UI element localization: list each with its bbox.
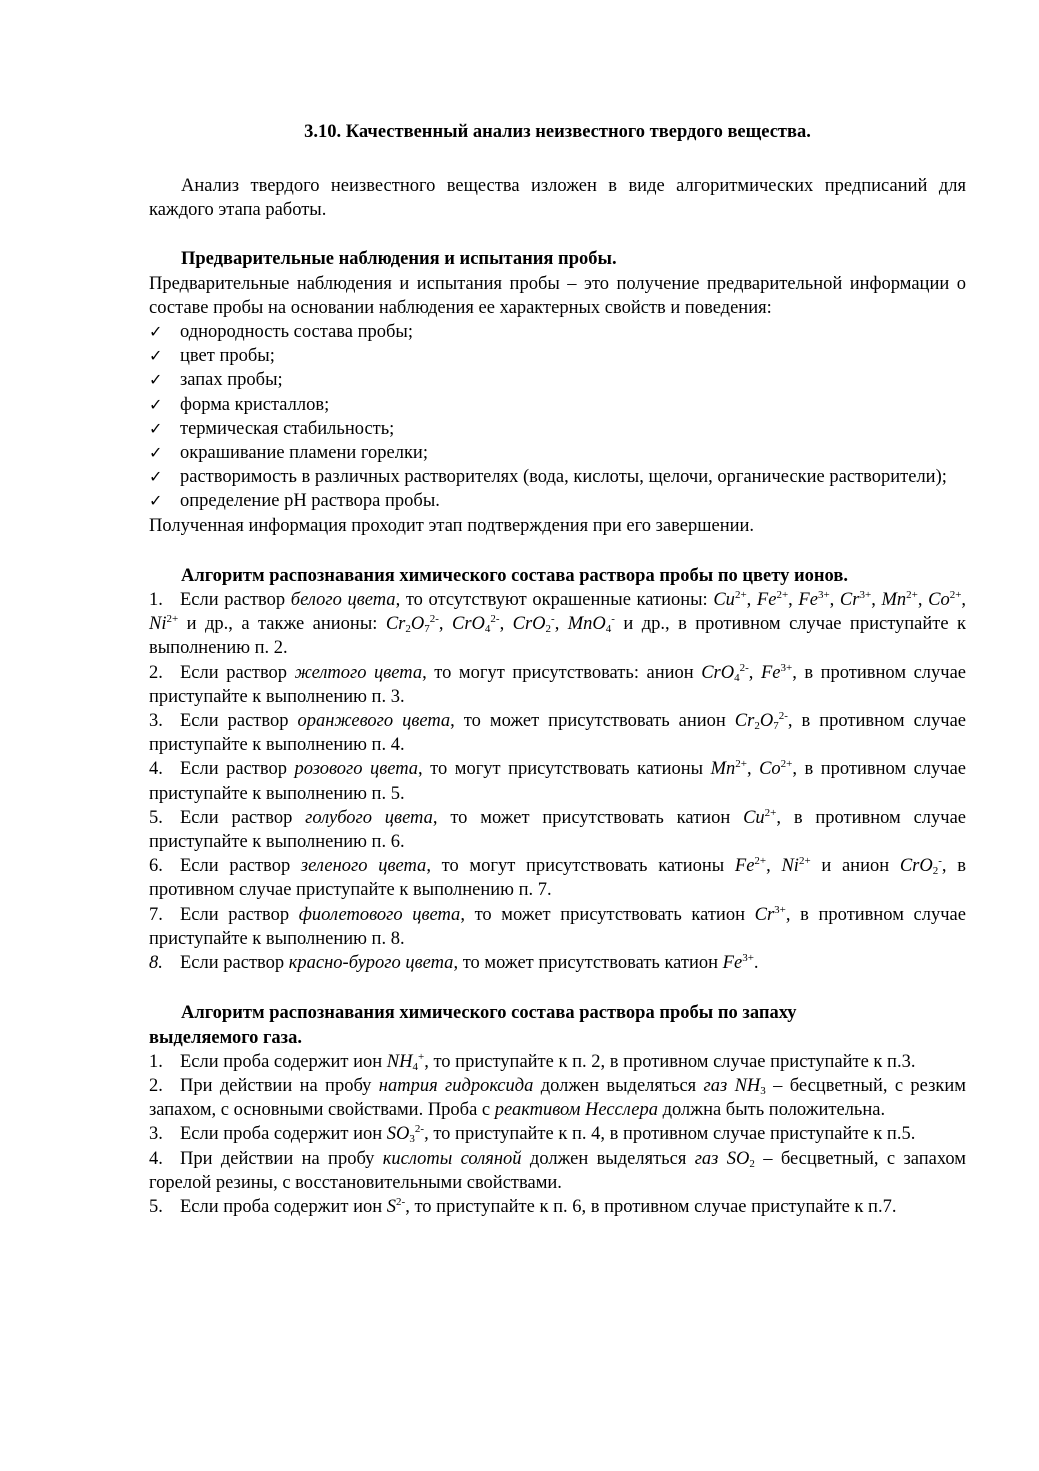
section-preliminary-text: Предварительные наблюдения и испытания пробы – это получение предварительной информации о составе пробы на основании наблюдения ее характерных свойств и поведения:: [149, 273, 966, 318]
list-item: ✓ термическая стабильность;: [149, 417, 966, 441]
algorithm-step: 2. Если раствор желтого цвета, то могут присутствовать: анион CrO$_4^{2-}$, $Fe^{3+}$, в противном случае приступайте к выполнению п. 3.: [149, 661, 966, 707]
list-item: ✓ однородность состава пробы;: [149, 320, 966, 344]
algorithm-step: 4. При действии на пробу кислоты соляной должен выделяться газ $SO_2$ – бесцветный, с запахом горелой резины, с восстановительными свойствами.: [149, 1148, 967, 1193]
section-heading-smell-algorithm-cont: выделяемого газа.: [149, 1027, 302, 1048]
algorithm-step: 4. Если раствор розового цвета, то могут присутствовать катионы $Mn^{2+}$, $Co^{2+}$, в противном случае приступайте к выполнению п. 5.: [149, 758, 966, 804]
page-title: 3.10. Качественный анализ неизвестного твердого вещества.: [304, 122, 811, 142]
algorithm-step: 3. Если раствор оранжевого цвета, то может присутствовать анион $Cr_2O_7^{2-}$, в противном случае приступайте к выполнению п. 4.: [149, 710, 966, 756]
document-page: [149, 120, 966, 1219]
algorithm-step: 2. При действии на пробу натрия гидроксида должен выделяться газ $NH_3$ – бесцветный, с резким запахом, с основными свойствами. Проба с реактивом Несслера должна быть положительна.: [149, 1075, 966, 1121]
check-icon: ✓: [149, 370, 163, 390]
list-item: ✓ определение pH раствора пробы.: [149, 489, 966, 513]
algorithm-step: 3. Если проба содержит ион $SO_3^{2-}$, то приступайте к п. 4, в противном случае приступайте к п.5.: [149, 1123, 916, 1146]
check-icon: ✓: [149, 467, 163, 487]
check-icon: ✓: [149, 418, 163, 438]
list-item: ✓ форма кристаллов;: [149, 393, 966, 417]
algorithm-step: 7. Если раствор фиолетового цвета, то может присутствовать катион $Cr^{3+}$, в противном случае приступайте к выполнению п. 8.: [149, 903, 966, 949]
check-icon: ✓: [149, 346, 163, 366]
check-icon: ✓: [149, 491, 163, 511]
list-item: ✓ запах пробы;: [149, 368, 966, 392]
check-icon: ✓: [149, 443, 163, 463]
properties-list: [149, 320, 966, 514]
algorithm-step: 5. Если проба содержит ион $S^{2-}$, то приступайте к п. 6, в противном случае приступайте к п.7.: [149, 1195, 897, 1217]
check-icon: ✓: [149, 322, 163, 342]
color-algorithm-steps: [149, 588, 966, 975]
intro-paragraph: Анализ твердого неизвестного вещества изложен в виде алгоритмических предписаний для каждого этапа работы.: [149, 176, 966, 221]
list-item: ✓ растворимость в различных растворителях (вода, кислоты, щелочи, органические растворители);: [149, 465, 966, 489]
section-preliminary-closing: Полученная информация проходит этап подтверждения при его завершении.: [149, 515, 755, 536]
smell-algorithm-steps: [149, 1050, 966, 1219]
algorithm-step: 1. Если раствор белого цвета, то отсутствуют окрашенные катионы: $Cu^{2+}$, $Fe^{2+}$, $Fe^{3+}$, $Cr^{3+}$, $Mn^{2+}$, $Co^{2+}$, $Ni^{2+}$ и др., а также анионы: $Cr_2O_7^{2-}$, CrO$_4^{2-}$, CrO$_2$-, MnO$_4$- и др., в противном случае приступайте к выполнению п. 2.: [149, 589, 967, 659]
algorithm-step: 5. Если раствор голубого цвета, то может присутствовать катион $Cu^{2+}$, в противном случае приступайте к выполнению п. 6.: [149, 806, 967, 853]
section-heading-color-algorithm: Алгоритм распознавания химического состава раствора пробы по цвету ионов.: [181, 565, 848, 586]
section-heading-preliminary: Предварительные наблюдения и испытания пробы.: [181, 249, 617, 270]
check-icon: ✓: [149, 394, 163, 414]
section-heading-smell-algorithm: Алгоритм распознавания химического состава раствора пробы по запаху: [181, 1003, 797, 1024]
algorithm-step: 6. Если раствор зеленого цвета, то могут присутствовать катионы $Fe^{2+}$, $Ni^{2+}$ и анион CrO$_2$-, в противном случае приступайте к выполнению п. 7.: [149, 855, 966, 901]
list-item: ✓ цвет пробы;: [149, 344, 966, 368]
algorithm-step: 8. Если раствор красно-бурого цвета, то может присутствовать катион $Fe^{3+}$.: [149, 952, 759, 974]
algorithm-step: 1. Если проба содержит ион $NH_4^+$, то приступайте к п. 2, в противном случае приступайте к п.3.: [149, 1050, 916, 1073]
list-item: ✓ окрашивание пламени горелки;: [149, 441, 966, 465]
